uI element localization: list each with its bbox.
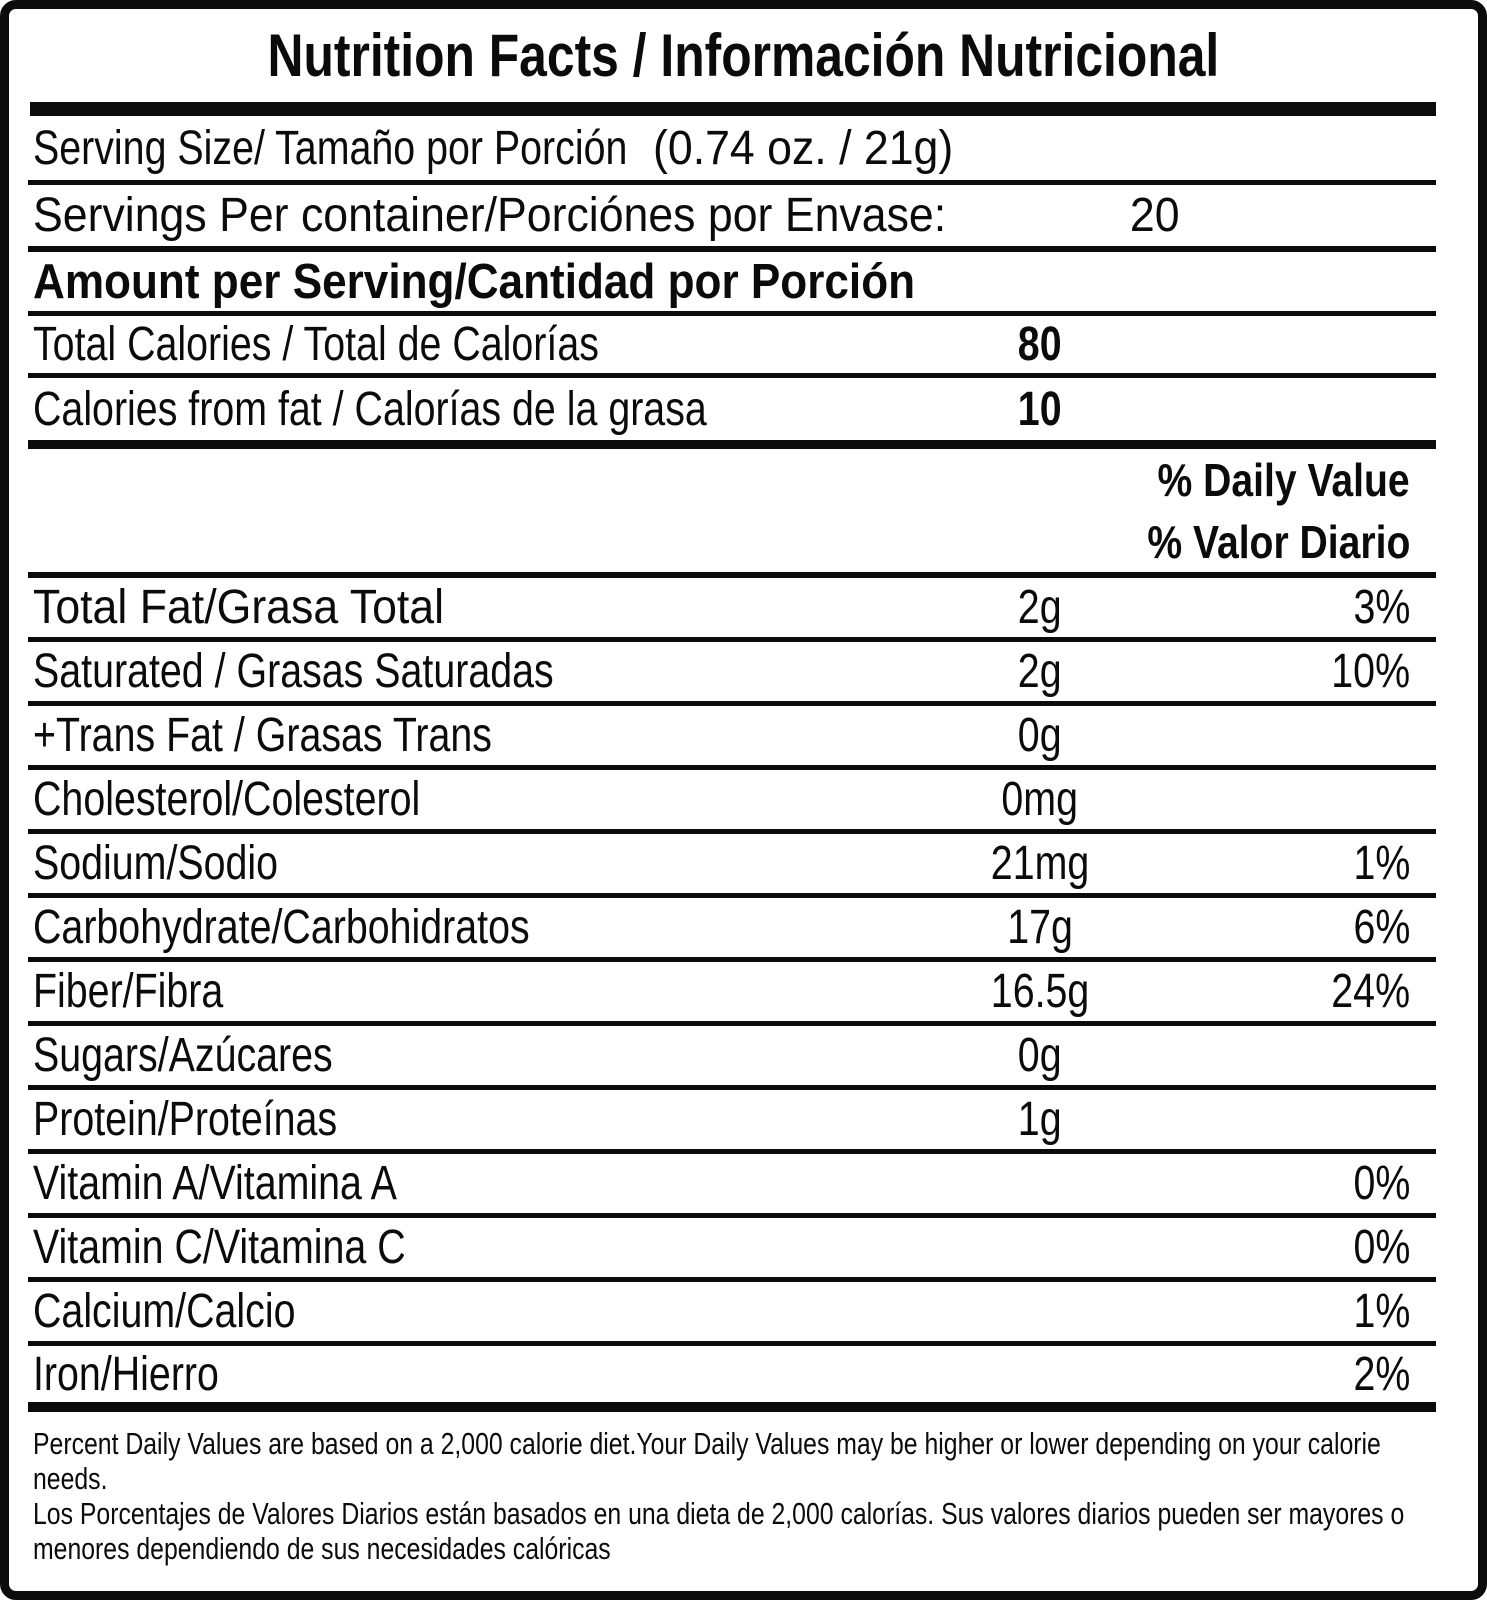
nutrient-label: Carbohydrate/Carbohidratos [33,901,530,954]
nutrient-label: Vitamin A/Vitamina A [33,1157,397,1210]
nutrient-label: Sodium/Sodio [33,837,279,890]
title-divider-bar [30,102,1436,116]
nutrient-amount: 0g [1018,1029,1062,1082]
total-calories-row [28,316,1436,378]
nutrient-label: Protein/Proteínas [33,1093,338,1146]
nutrient-label: Saturated / Grasas Saturadas [33,645,554,698]
nutrient-label: Fiber/Fibra [33,965,224,1018]
nutrient-amount: 2g [1018,645,1062,698]
nutrient-amount: 0g [1018,709,1062,762]
nutrient-row-sodium [28,834,1436,898]
nutrient-row-saturated-fat [28,642,1436,706]
total-calories-label: Total Calories / Total de Calorías [33,318,599,371]
footnote-spanish: Los Porcentajes de Valores Diarios están basados en una dieta de 2,000 calorías. Sus valores diarios pueden ser mayores o menores dependiendo de sus necesidades calóricas [33,1496,1405,1566]
nutrient-dv: 24% [1331,965,1410,1018]
nutrient-row-cholesterol [28,770,1436,834]
nutrient-amount: 17g [1007,901,1073,954]
nutrient-row-fiber [28,962,1436,1026]
nutrient-label: Calcium/Calcio [33,1285,296,1338]
nutrient-row-vitamin-a [28,1154,1436,1218]
nutrient-row-total-fat [28,578,1436,642]
nutrient-label: Total Fat/Grasa Total [33,581,445,634]
calories-from-fat-row [28,378,1436,449]
calories-from-fat-label: Calories from fat / Calorías de la grasa [33,382,707,436]
label-title: Nutrition Facts / Información Nutricional [267,22,1220,89]
nutrient-row-iron [28,1346,1436,1412]
nutrient-amount: 0mg [1001,773,1079,826]
nutrient-row-vitamin-c [28,1218,1436,1282]
nutrient-amount: 16.5g [990,965,1090,1018]
nutrient-row-sugars [28,1026,1436,1090]
footnote-english: Percent Daily Values are based on a 2,000 calorie diet.Your Daily Values may be higher or lower depending on your calorie needs. [33,1426,1381,1496]
nutrient-amount: 2g [1018,581,1062,634]
total-calories-value: 80 [1018,318,1062,371]
nutrient-dv: 0% [1353,1157,1410,1210]
nutrient-row-calcium [28,1282,1436,1346]
nutrient-amount: 21mg [990,837,1090,890]
nutrient-label: Vitamin C/Vitamina C [33,1221,406,1274]
daily-value-header-en: % Daily Value [1157,453,1410,506]
label-header [9,9,1478,102]
servings-per-container-value: 20 [1130,189,1180,242]
nutrient-row-trans-fat [28,706,1436,770]
amount-per-serving-header-row [28,252,1436,316]
nutrient-row-protein [28,1090,1436,1154]
nutrient-label: Iron/Hierro [33,1347,219,1401]
nutrient-dv: 6% [1353,901,1410,954]
serving-size-row [28,116,1436,185]
nutrient-dv: 0% [1353,1221,1410,1274]
nutrient-dv: 10% [1331,645,1410,698]
nutrient-amount: 1g [1018,1093,1062,1146]
daily-value-header-row [28,449,1436,578]
daily-value-header-es: % Valor Diario [1147,515,1410,568]
label-body [28,116,1436,1412]
nutrient-dv: 3% [1353,581,1410,634]
nutrient-dv: 1% [1353,1285,1410,1338]
nutrient-dv: 1% [1353,837,1410,890]
servings-per-container-label: Servings Per container/Porciónes por Envase: [33,189,947,242]
calories-from-fat-value: 10 [1018,382,1062,436]
footnote-section [9,1412,1478,1566]
nutrient-dv: 2% [1353,1347,1410,1401]
serving-size-label: Serving Size/ Tamaño por Porción [33,121,628,175]
nutrient-label: +Trans Fat / Grasas Trans [33,709,492,762]
nutrient-row-carbohydrate [28,898,1436,962]
servings-per-container-row [28,185,1436,252]
nutrient-label: Cholesterol/Colesterol [33,773,421,826]
amount-per-serving-header: Amount per Serving/Cantidad por Porción [33,254,916,309]
serving-size-value: (0.74 oz. / 21g) [653,121,954,175]
nutrient-label: Sugars/Azúcares [33,1029,333,1082]
